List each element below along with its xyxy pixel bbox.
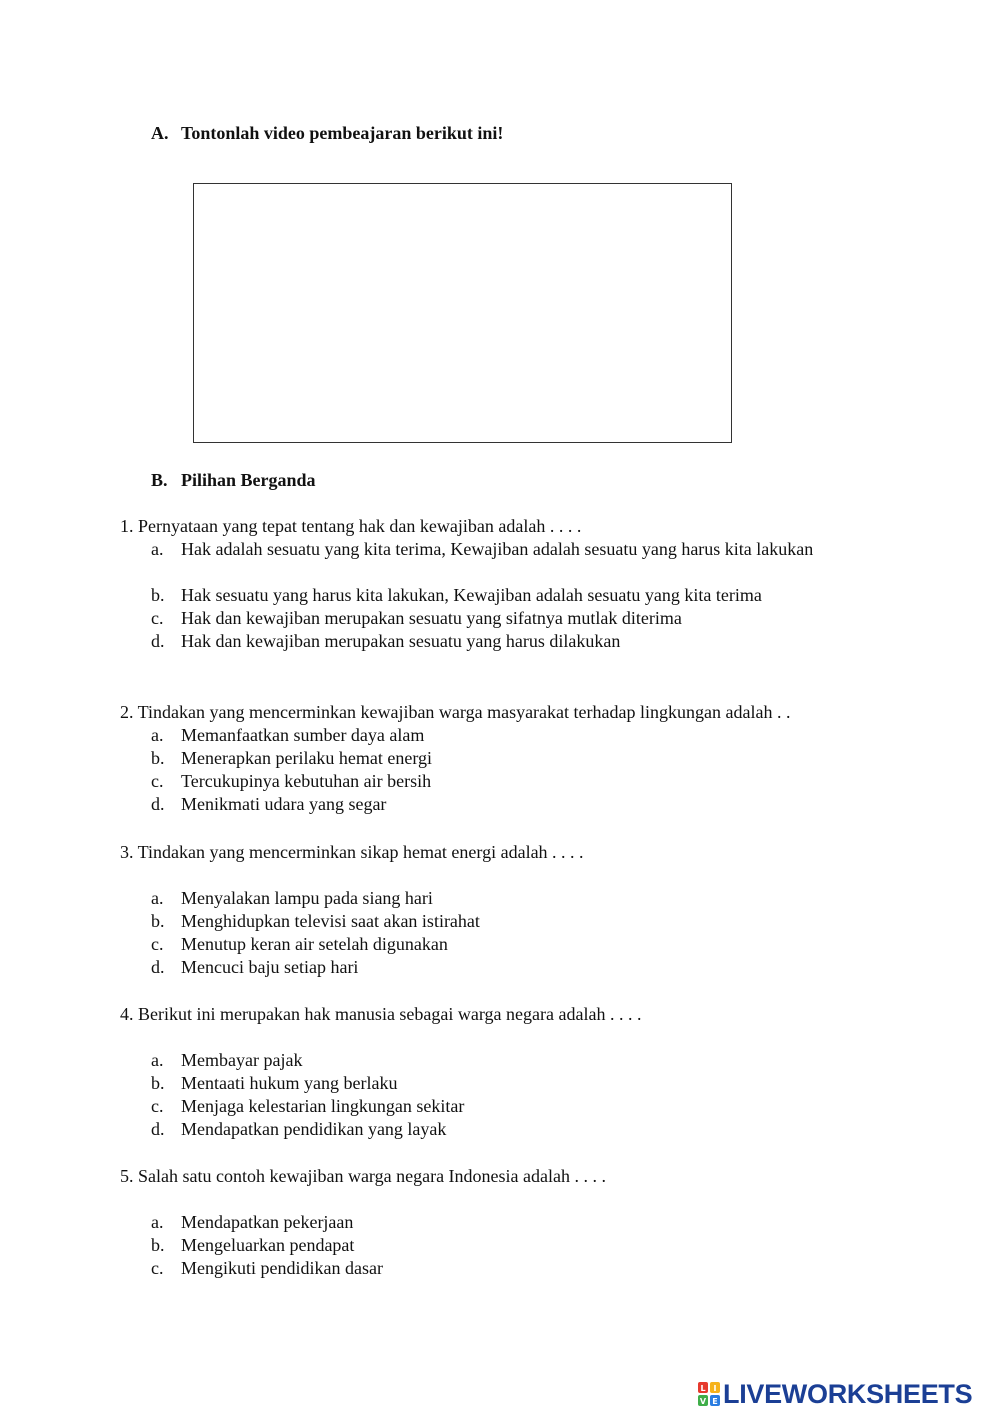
option-letter: c.	[151, 771, 164, 791]
question-stem: 3. Tindakan yang mencerminkan sikap hemat energi adalah . . . .	[120, 842, 584, 862]
option-text: Menjaga kelestarian lingkungan sekitar	[181, 1096, 465, 1116]
option-text: Hak dan kewajiban merupakan sesuatu yang harus dilakukan	[181, 631, 621, 651]
option-letter: d.	[151, 631, 165, 651]
svg-text:L: L	[700, 1384, 706, 1393]
option-letter: a.	[151, 725, 164, 745]
option-letter: b.	[151, 1073, 165, 1093]
brand-name: LIVEWORKSHEETS	[723, 1378, 973, 1409]
question-stem: 2. Tindakan yang mencerminkan kewajiban warga masyarakat terhadap lingkungan adalah . .	[120, 702, 791, 722]
option-letter: c.	[151, 608, 164, 628]
svg-text:V: V	[699, 1397, 707, 1406]
option-text: Memanfaatkan sumber daya alam	[181, 725, 425, 745]
option-text: Hak adalah sesuatu yang kita terima, Kewajiban adalah sesuatu yang harus kita lakukan	[181, 539, 814, 559]
option-letter: a.	[151, 1050, 164, 1070]
option-letter: c.	[151, 1096, 164, 1116]
option-letter: d.	[151, 957, 165, 977]
option-text: Membayar pajak	[181, 1050, 303, 1070]
question-stem: 5. Salah satu contoh kewajiban warga negara Indonesia adalah . . . .	[120, 1166, 606, 1186]
option-letter: d.	[151, 794, 165, 814]
option-text: Menyalakan lampu pada siang hari	[181, 888, 433, 908]
option-letter: d.	[151, 1119, 165, 1139]
option-text: Hak dan kewajiban merupakan sesuatu yang sifatnya mutlak diterima	[181, 608, 682, 628]
option-letter: b.	[151, 911, 165, 931]
svg-text:I: I	[713, 1384, 717, 1393]
section-b-title: Pilihan Berganda	[181, 470, 316, 490]
option-letter: b.	[151, 1235, 165, 1255]
option-text: Tercukupinya kebutuhan air bersih	[181, 771, 432, 791]
option-letter: a.	[151, 888, 164, 908]
question-stem: 4. Berikut ini merupakan hak manusia sebagai warga negara adalah . . . .	[120, 1004, 642, 1024]
option-letter: b.	[151, 585, 165, 605]
video-player-placeholder[interactable]	[193, 183, 732, 443]
option-text: Menutup keran air setelah digunakan	[181, 934, 448, 954]
section-b-letter: B.	[151, 470, 168, 490]
option-text: Mengikuti pendidikan dasar	[181, 1258, 383, 1278]
liveworksheets-brand[interactable]	[697, 1378, 972, 1410]
option-text: Menghidupkan televisi saat akan istirahat	[181, 911, 480, 931]
option-text: Mentaati hukum yang berlaku	[181, 1073, 398, 1093]
option-text: Mengeluarkan pendapat	[181, 1235, 355, 1255]
option-text: Menerapkan perilaku hemat energi	[181, 748, 433, 768]
liveworksheets-logo-icon	[697, 1381, 721, 1407]
option-text: Hak sesuatu yang harus kita lakukan, Kewajiban adalah sesuatu yang kita terima	[181, 585, 762, 605]
option-letter: a.	[151, 539, 164, 559]
option-letter: c.	[151, 1258, 164, 1278]
section-a-letter: A.	[151, 123, 169, 143]
option-letter: a.	[151, 1212, 164, 1232]
option-letter: b.	[151, 748, 165, 768]
option-text: Mendapatkan pekerjaan	[181, 1212, 354, 1232]
question-stem: 1. Pernyataan yang tepat tentang hak dan kewajiban adalah . . . .	[120, 516, 582, 536]
svg-text:E: E	[712, 1397, 718, 1406]
option-text: Mendapatkan pendidikan yang layak	[181, 1119, 447, 1139]
section-a-title: Tontonlah video pembeajaran berikut ini!	[181, 123, 504, 143]
option-text: Menikmati udara yang segar	[181, 794, 387, 814]
option-text: Mencuci baju setiap hari	[181, 957, 359, 977]
option-letter: c.	[151, 934, 164, 954]
